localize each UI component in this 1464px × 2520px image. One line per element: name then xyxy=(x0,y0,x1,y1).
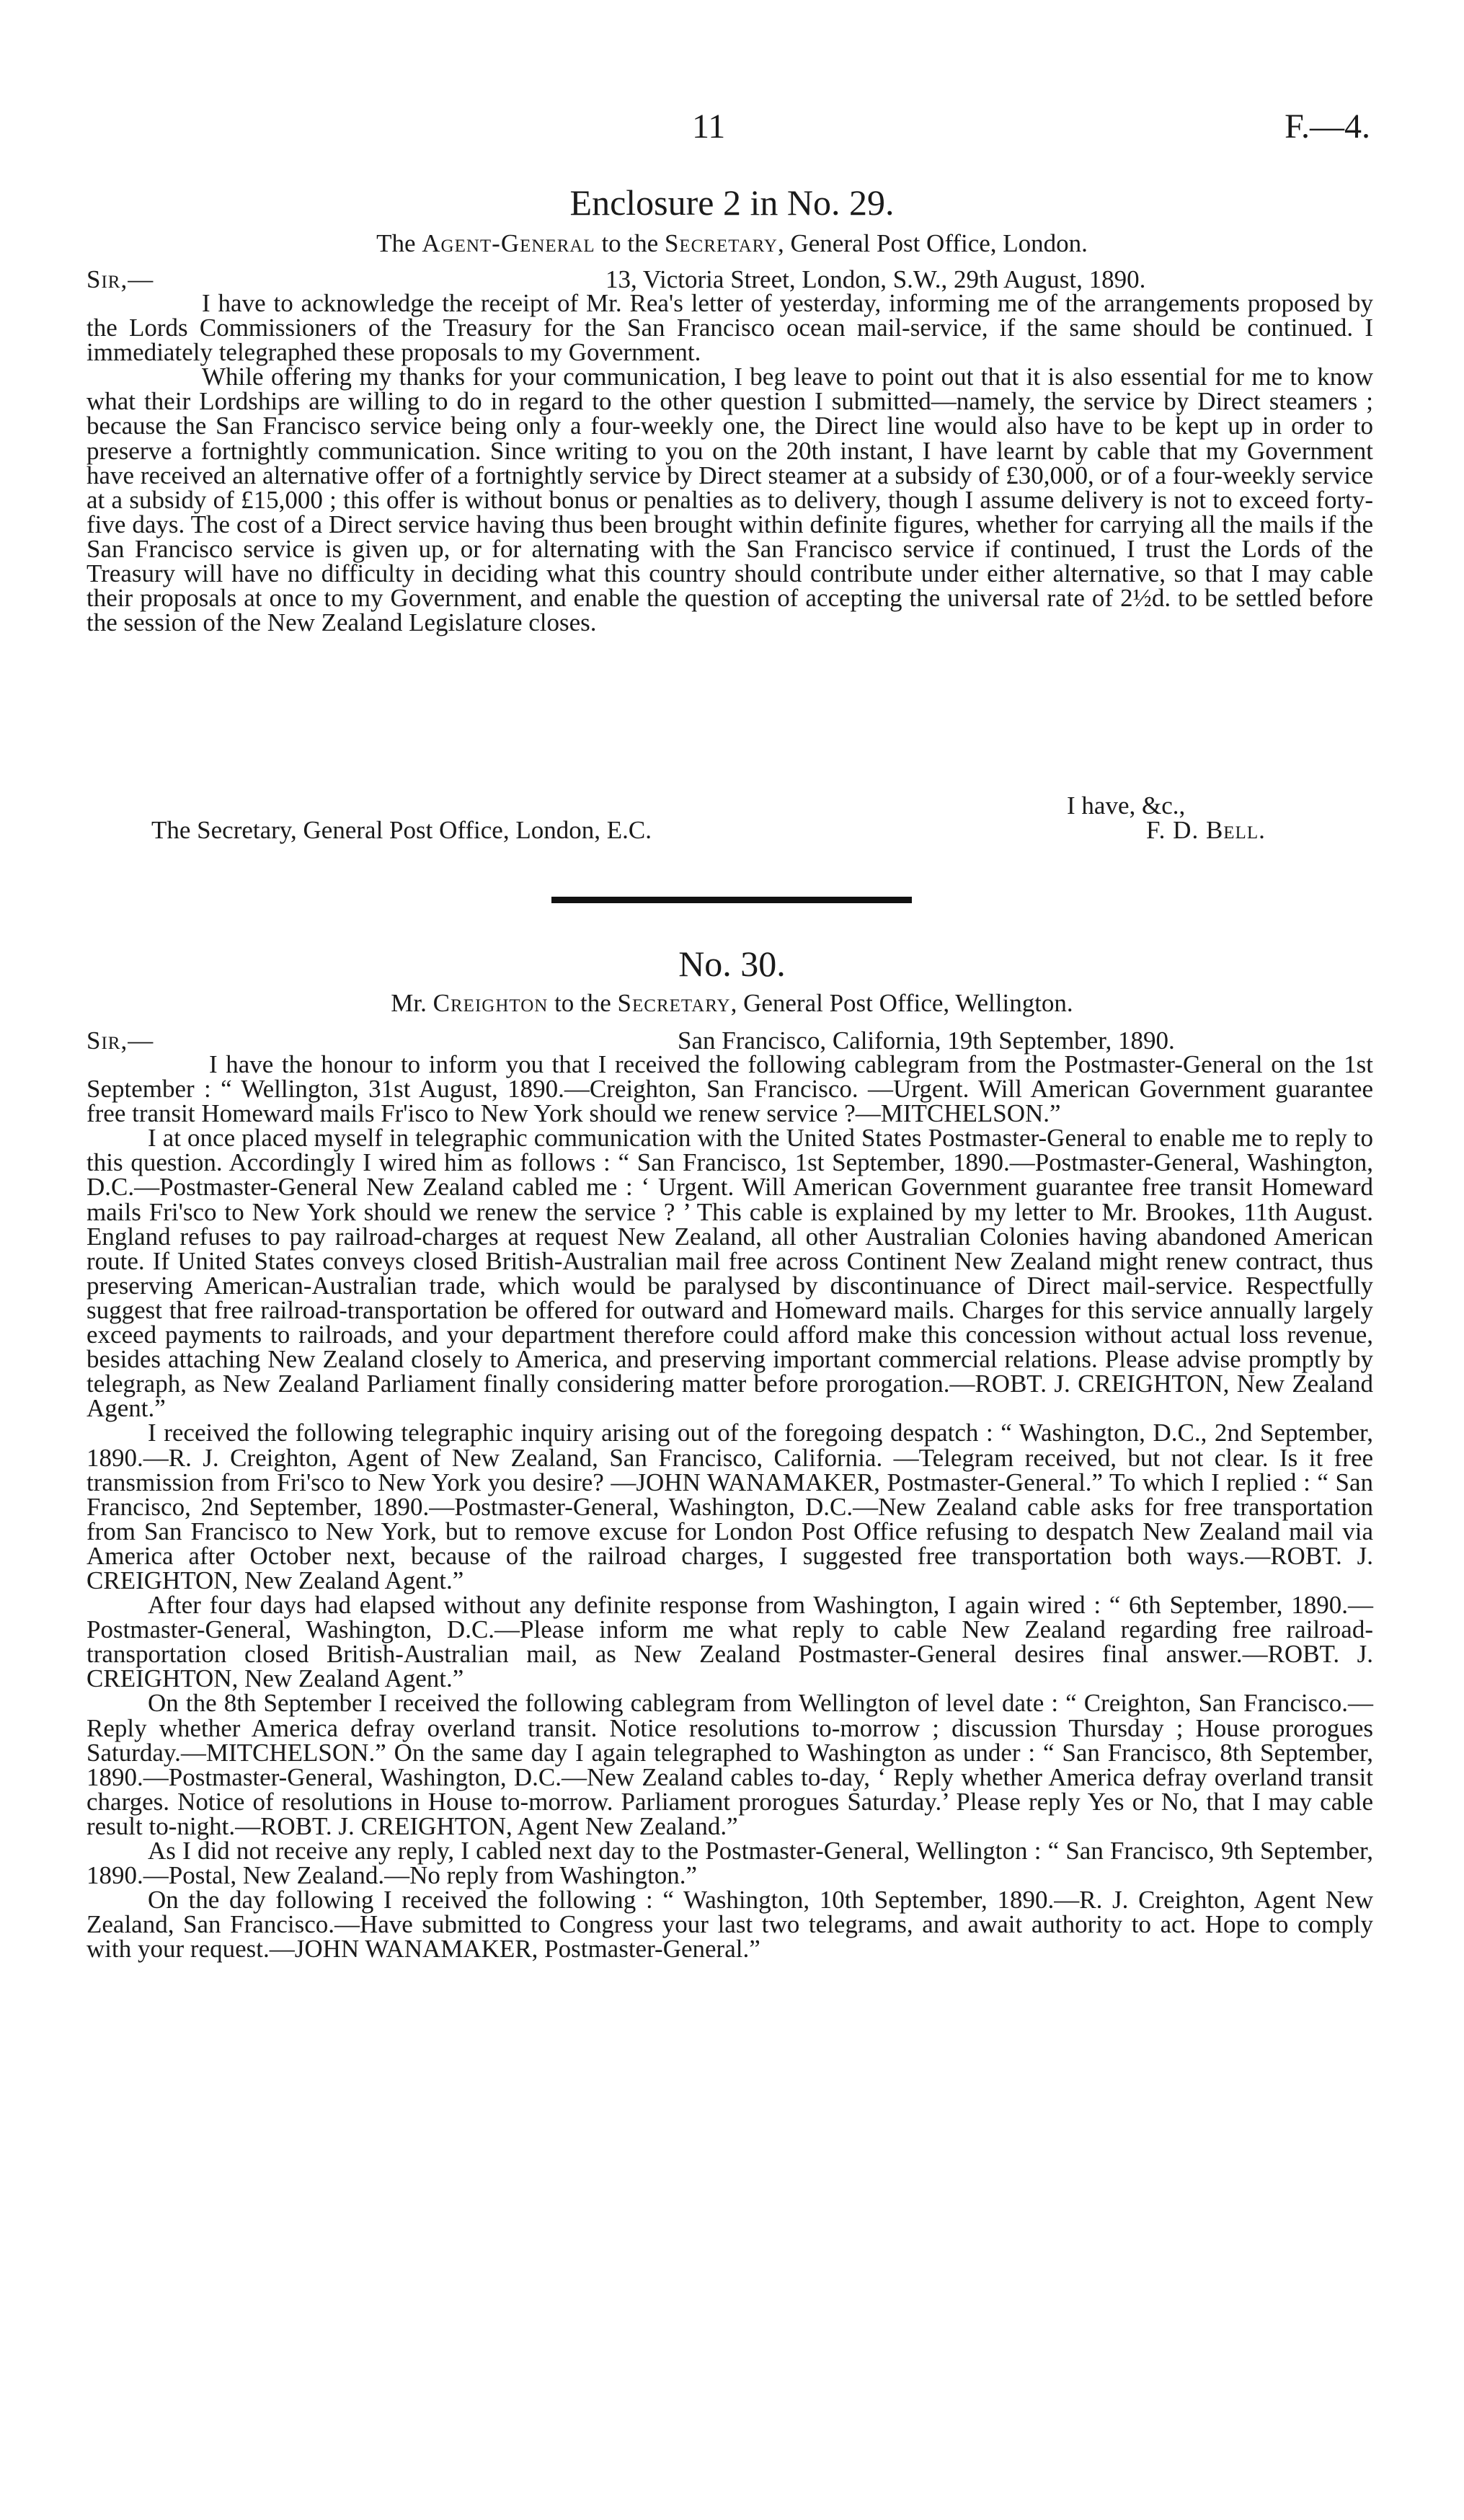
page-number: 11 xyxy=(692,107,726,146)
letter-address-date: San Francisco, California, 19th September, 1890. xyxy=(678,1026,1175,1055)
letter-paragraph: After four days had elapsed without any definite response from Washington, I again wired : “ 6th September, 1890.—Postmaster-General, Washington, D.C.—Please inform me what reply to cable New Zealand regarding free railroad-transportation closed British-Australian mail, as New Zealand Postmaster-General desires final answer.—ROBT. J. CREIGHTON, New Zealand Agent.” xyxy=(86,1591,1373,1693)
subtitle-the: The xyxy=(376,229,416,257)
letter-paragraph: On the 8th September I received the following cablegram from Wellington of level date : “ Creighton, San Francisco.—Reply whether America defray overland transit. Notice resolutions to-morrow ; discussion Thursday ; House prorogues Saturday.—MITCHELSON.” On the same day I again telegraphed to Washington as under : “ San Francisco, 8th September, 1890.—Postmaster-General, Washington, D.C.—New Zealand cables to-day, ‘ Reply whether America defray overland transit charges. Notice of resolutions in House to-morrow. Parliament prorogues Saturday.’ Please reply Yes or No, that I may cable result to-night.—ROBT. J. CREIGHTON, Agent New Zealand.” xyxy=(86,1689,1373,1840)
document-reference: F.—4. xyxy=(1285,107,1370,146)
letter-salutation: Sir,— xyxy=(86,1026,154,1055)
letter-paragraph: On the day following I received the following : “ Washington, 10th September, 1890.—R. J. Creighton, Agent New Zealand, San Francisco.—Have submitted to Congress your last two telegrams, and await authority to act. Hope to comply with your request.—JOHN WANAMAKER, Postmaster-General.” xyxy=(86,1886,1373,1964)
section-divider xyxy=(551,897,912,903)
subtitle-to: to the xyxy=(554,989,611,1017)
letter-subtitle xyxy=(0,989,1464,1018)
subtitle-to: to the xyxy=(601,229,659,257)
enclosure-body xyxy=(86,291,1373,635)
subtitle-mr: Mr. xyxy=(391,989,427,1017)
subtitle-sender: Agent-General xyxy=(422,229,595,257)
enclosure-paragraph: I have to acknowledge the receipt of Mr. Rea's letter of yesterday, informing me of the arrangements proposed by the Lords Commissioners of the Treasury for the San Francisco ocean mail-service, if the same should be continued. I immediately telegraphed these proposals to my Government. xyxy=(86,289,1373,367)
enclosure-closing: I have, &c., xyxy=(1067,791,1186,820)
enclosure-paragraph: While offering my thanks for your communication, I beg leave to point out that it is also essential for me to know what their Lordships are willing to do in regard to the other question I submitted—namely, the service by Direct steamers ; because the San Francisco service being only a four-weekly one, the Direct line would also have to be kept up in order to preserve a fortnightly communication. Since writing to you on the 20th instant, I have learnt by cable that my Government have received an alternative offer of a fortnightly service by Direct steamer at a subsidy of £30,000, or of a four-weekly service at a subsidy of £15,000 ; this offer is without bonus or penalties as to delivery, though I assume delivery is not to exceed forty-five days. The cost of a Direct service having thus been brought within definite figures, whether for carrying all the mails if the San Francisco service is given up, or for alternating with the San Francisco service if continued, I trust the Lords of the Treasury will have no difficulty in deciding what this country should contribute under either alternative, so that I may cable their proposals at once to my Government, and enable the question of accepting the universal rate of 2½d. to be settled before the session of the New Zealand Legislature closes. xyxy=(86,363,1373,637)
letter-title: No. 30. xyxy=(678,944,786,984)
enclosure-title: Enclosure 2 in No. 29. xyxy=(569,182,895,223)
subtitle-rest: , General Post Office, Wellington. xyxy=(730,989,1073,1017)
enclosure-signature: F. D. Bell. xyxy=(1146,816,1266,844)
subtitle-sender: Creighton xyxy=(432,989,549,1017)
letter-paragraph: I received the following telegraphic inquiry arising out of the foregoing despatch : “ Washington, D.C., 2nd September, 1890.—R. J. Creighton, Agent of New Zealand, San Francisco, California. —Telegram received, but not clear. Is it free transmission from Fri'sco to New York you desire? —JOHN WANAMAKER, Postmaster-General.” To which I replied : “ San Francisco, 2nd September, 1890.—Postmaster-General, Washington, D.C.—New Zealand cable asks for free transportation from San Francisco to New York, but to remove excuse for London Post Office refusing to despatch New Zealand mail via America after October next, because of the railroad charges, I suggested free transportation both ways.—ROBT. J. CREIGHTON, New Zealand Agent.” xyxy=(86,1419,1373,1594)
letter-paragraph: I have the honour to inform you that I received the following cablegram from the Postmaster-General on the 1st September : “ Wellington, 31st August, 1890.—Creighton, San Francisco. —Urgent. Will American Government guarantee free transit Homeward mails Fr'isco to New York should we renew service ?—MITCHELSON.” xyxy=(86,1050,1373,1128)
subtitle-rest: , General Post Office, London. xyxy=(777,229,1088,257)
subtitle-recipient: Secretary xyxy=(617,989,731,1017)
letter-paragraph: As I did not receive any reply, I cabled next day to the Postmaster-General, Wellington : “ San Francisco, 9th September, 1890.—Postal, New Zealand.—No reply from Washington.” xyxy=(86,1837,1373,1890)
enclosure-subtitle xyxy=(0,229,1464,258)
letter-body xyxy=(86,1050,1373,1964)
subtitle-recipient: Secretary xyxy=(664,229,778,257)
letter-paragraph: I at once placed myself in telegraphic communication with the United States Postmaster-General to enable me to reply to this question. Accordingly I wired him as follows : “ San Francisco, 1st September, 1890.—Postmaster-General, Washington, D.C.—Postmaster-General New Zealand cabled me : ‘ Urgent. Will American Government guarantee free transit Homeward mails Fri'sco to New York should we renew the service ? ’ This cable is explained by my letter to Mr. Brookes, 11th August. England refuses to pay railroad-charges at request New Zealand, all other Australian Colonies having abandoned American route. If United States conveys closed British-Australian mail free across Continent New Zealand might renew contract, thus preserving American-Australian trade, which would be paralysed by discontinuance of Direct mail-service. Respectfully suggest that free railroad-transportation be offered for outward and Homeward mails. Charges for this service annually largely exceed payments to railroads, and your department therefore could afford make this concession without actual loss revenue, besides attaching New Zealand closely to America, and preserving important commercial relations. Please advise promptly by telegraph, as New Zealand Parliament finally considering matter before prorogation.—ROBT. J. CREIGHTON, New Zealand Agent.” xyxy=(86,1124,1373,1423)
enclosure-salutation: Sir,— xyxy=(86,265,154,293)
enclosure-address-date: 13, Victoria Street, London, S.W., 29th August, 1890. xyxy=(605,265,1146,293)
enclosure-addressee: The Secretary, General Post Office, London, E.C. xyxy=(151,816,652,844)
